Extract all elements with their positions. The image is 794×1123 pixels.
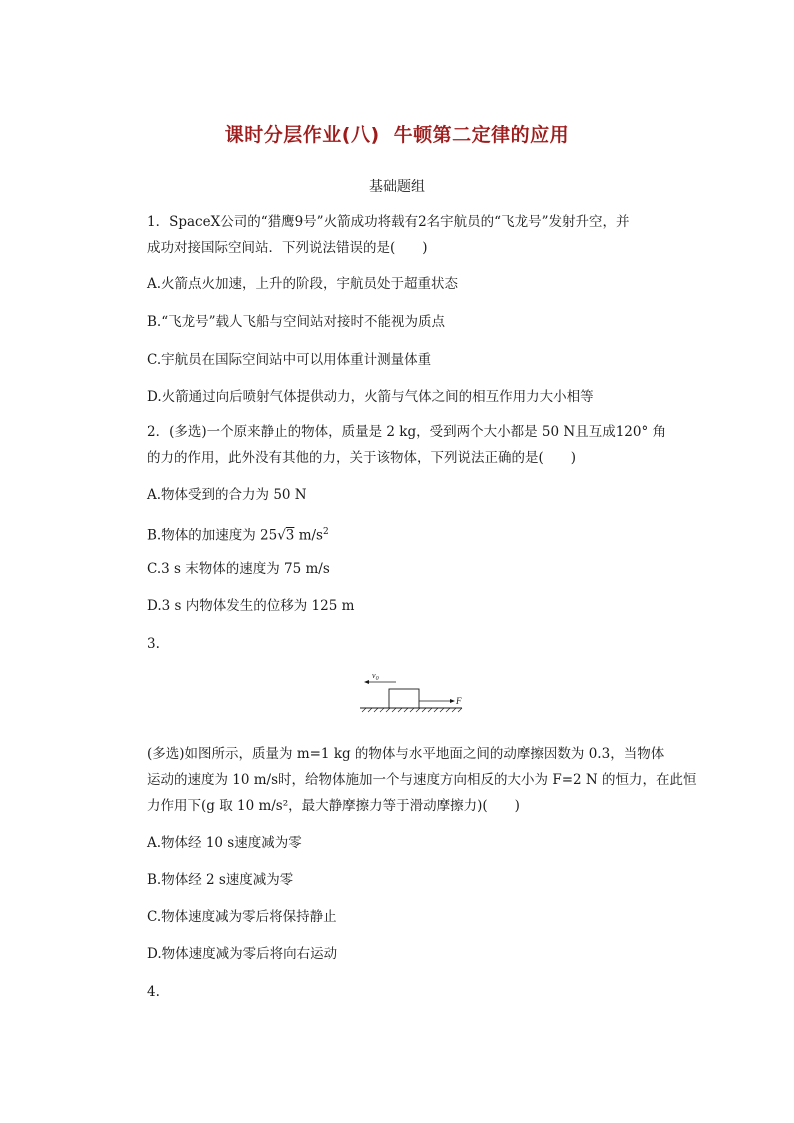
q2-stem-line-2: 的力的作用，此外没有其他的力，关于该物体，下列说法正确的是( ): [147, 450, 577, 466]
ground-hatching: [362, 708, 462, 712]
q1-option-a: A.火箭点火加速，上升的阶段，宇航员处于超重状态: [147, 276, 459, 292]
q2-option-a: A.物体受到的合力为 50 N: [147, 487, 307, 503]
title-part-1: 课时分层作业(八): [224, 124, 380, 146]
q3-option-a: A.物体经 10 s速度减为零: [147, 835, 302, 851]
q1-option-d: D.火箭通过向后喷射气体提供动力，火箭与气体之间的相互作用力大小相等: [147, 389, 594, 405]
section-heading: 基础题组: [369, 179, 425, 195]
q2-option-b-exp: 2: [322, 527, 329, 537]
sqrt-symbol: √: [277, 527, 286, 544]
q3-option-d: D.物体速度减为零后将向右运动: [147, 946, 338, 962]
q3-stem-line-1: (多选)如图所示，质量为 m=1 kg 的物体与水平地面之间的动摩擦因数为 0.3，当物体: [147, 746, 665, 762]
q3-option-c: C.物体速度减为零后将保持静止: [147, 909, 337, 925]
force-arrowhead: [450, 699, 455, 703]
q3-option-b: B.物体经 2 s速度减为零: [147, 872, 294, 888]
q2-option-d: D.3 s 内物体发生的位移为 125 m: [147, 598, 355, 614]
force-label: F: [456, 696, 462, 706]
q2-option-b: [147, 522, 329, 546]
q4-number: 4.: [147, 984, 160, 1000]
q3-stem-line-3: 力作用下(g 取 10 m/s²，最大静摩擦力等于滑动摩擦力)( ): [147, 798, 520, 814]
block: [389, 689, 419, 708]
q1-stem-line-1: 1．SpaceX公司的“猎鹰9号”火箭成功将载有2名宇航员的“飞龙号”发射升空，并: [147, 214, 630, 230]
page-title: [0, 120, 794, 147]
q3-stem-line-2: 运动的速度为 10 m/s时，给物体施加一个与速度方向相反的大小为 F=2 N 的恒力，在此恒: [147, 772, 697, 788]
q2-option-c: C.3 s 末物体的速度为 75 m/s: [147, 561, 330, 577]
q3-figure: [358, 670, 468, 720]
velocity-label: $v_0$: [372, 671, 379, 682]
q1-stem-line-2: 成功对接国际空间站．下列说法错误的是( ): [147, 240, 428, 256]
q2-option-b-root: 3: [285, 527, 295, 544]
q2-option-b-unit: m/s: [298, 527, 323, 544]
title-part-2: 牛顿第二定律的应用: [393, 124, 570, 146]
velocity-arrowhead: [364, 680, 369, 684]
q3-number: 3.: [147, 636, 160, 652]
q2-option-b-text: B.物体的加速度为 25: [147, 527, 278, 544]
q2-stem-line-1: 2．(多选)一个原来静止的物体，质量是 2 kg，受到两个大小都是 50 N且互成120° 角: [147, 424, 666, 440]
q1-option-b: B.“飞龙号”载人飞船与空间站对接时不能视为质点: [147, 314, 446, 330]
q1-option-c: C.宇航员在国际空间站中可以用体重计测量体重: [147, 352, 432, 368]
